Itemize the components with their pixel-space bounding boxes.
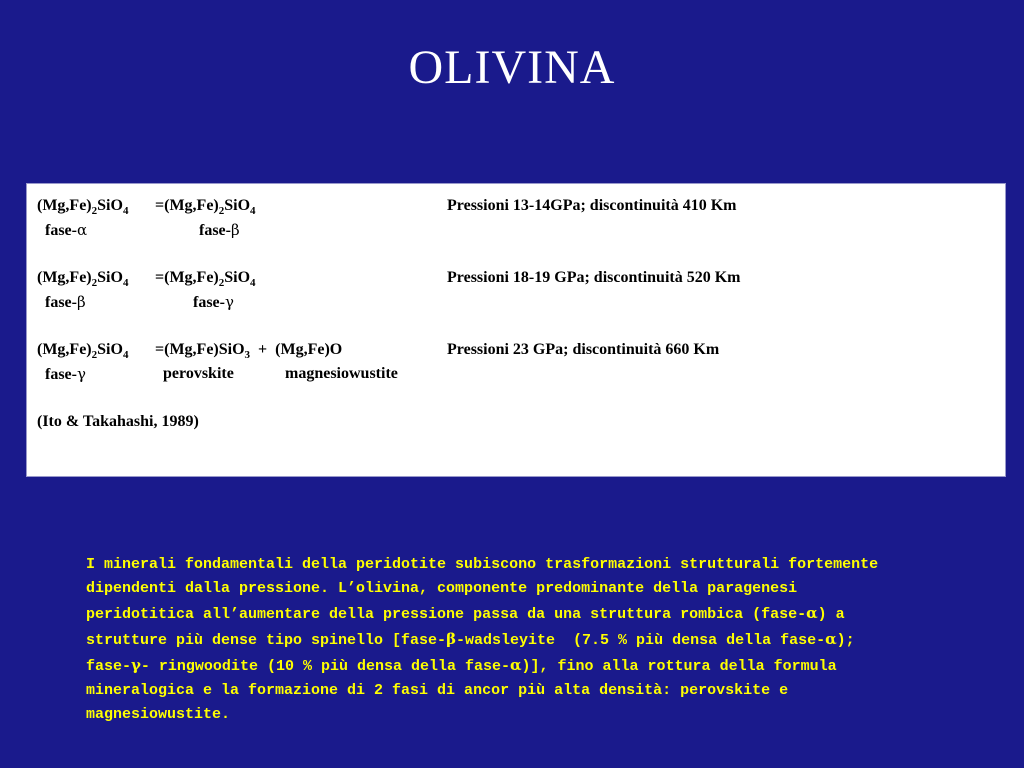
product-formula: $=(Mg,Fe)_2SiO_4$	[155, 269, 256, 290]
note-line: I minerali fondamentali della peridotite subiscono trasformazioni strutturali fortemente	[86, 556, 879, 573]
phase-label: fase-β	[199, 221, 240, 239]
citation-row	[27, 412, 1005, 432]
phase-label: fase-γ	[193, 293, 234, 311]
note-line: strutture più dense tipo spinello [fase-β-wadsleyite (7.5 % più densa della fase-α);	[86, 630, 855, 649]
phase-label: magnesiowustite	[285, 365, 398, 382]
note-line: mineralogica e la formazione di 2 fasi di ancor più alta densità: perovskite e	[86, 682, 789, 699]
phase-label: perovskite	[163, 365, 234, 382]
phase-label: fase-γ	[45, 365, 86, 383]
phase-label: fase-β	[45, 293, 86, 311]
note-line: dipendenti dalla pressione. L’olivina, componente predominante della paragenesi	[86, 580, 798, 597]
note-line: magnesiowustite.	[86, 706, 231, 723]
reactant-formula: $(Mg,Fe)_2SiO_4$	[37, 341, 129, 362]
phase-row	[27, 364, 1005, 384]
phase-row	[27, 292, 1005, 312]
slide-title: OLIVINA	[408, 41, 616, 94]
reactant-formula: $(Mg,Fe)_2SiO_4$	[37, 269, 129, 290]
note-line: fase-γ- ringwoodite (10 % più densa della fase-α)], fino alla rottura della formula	[86, 656, 837, 675]
pressure-text: Pressioni 13-14GPa; discontinuità 410 Km	[447, 197, 737, 214]
reactant-formula: $(Mg,Fe)_2SiO_4$	[37, 197, 129, 218]
citation: (Ito & Takahashi, 1989)	[37, 413, 199, 430]
note-line: peridotitica all’aumentare della pressione passa da una struttura rombica (fase-α) a	[86, 604, 845, 623]
phase-row	[27, 220, 1005, 240]
reaction-row	[27, 340, 1005, 360]
pressure-text: Pressioni 18-19 GPa; discontinuità 520 Km	[447, 269, 741, 286]
reaction-row	[27, 196, 1005, 216]
phase-label: fase-α	[45, 221, 88, 239]
product-formula: $=(Mg,Fe)_2SiO_4$	[155, 197, 256, 218]
explanatory-note	[86, 553, 956, 727]
product-formula: =(Mg,Fe)SiO$_3$ + (Mg,Fe)O	[155, 341, 343, 362]
reaction-row	[27, 268, 1005, 288]
pressure-text: Pressioni 23 GPa; discontinuità 660 Km	[447, 341, 720, 358]
reactions-panel	[26, 183, 1006, 477]
